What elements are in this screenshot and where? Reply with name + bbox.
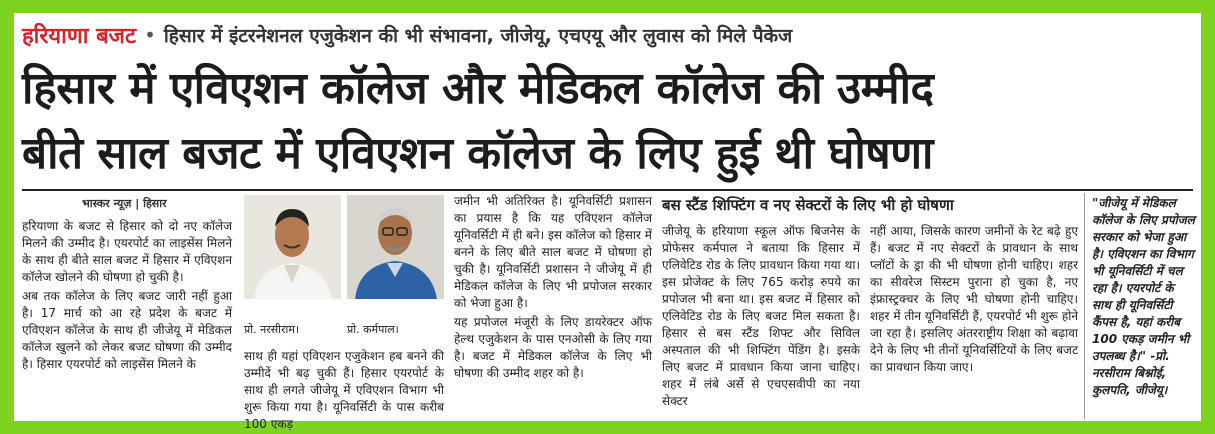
column-1-para-1: हरियाणा के बजट से हिसार को दो नए कॉलेज मिलने की उम्मीद है। एयरपोर्ट का लाइसेंस मिलने के साथ ही बीते साल बजट में हिसार में एविएशन कॉलेज खोलने की घोषणा हो चुकी है। xyxy=(22,219,232,284)
column-1-para-2: अब तक कॉलेज के लिए बजट जारी नहीं हुआ है। 17 मार्च को आ रहे प्रदेश के बजट में एविएशन कॉलेज के साथ ही जीजेयू में मेडिकल कॉलेज खुलने को लेकर बजट घोषणा की उम्मीद है। हिसार एयरपोर्ट को लाइसेंस मिलने के xyxy=(22,289,232,371)
caption-narsiram: प्रो. नरसीराम। xyxy=(244,323,300,336)
bullet-separator: • xyxy=(144,23,156,47)
subheadline: हिसार में इंटरनेशनल एजुकेशन की भी संभावना, जीजेयू, एचएयू और लुवास को मिले पैकेज xyxy=(163,25,793,47)
column-3-para-1: जमीन भी अतिरिक्त है। यूनिवर्सिटी प्रशासन का प्रयास है कि यह एविएशन कॉलेज यूनिवर्सिटी में ही बने। इस कॉलेज को हिसार में बनने के लिए बीते साल बजट में घोषणा हो चुकी है। यूनिवर्सिटी प्रशासन ने जीजेयू में ही मेडिकल कॉलेज के लिए भी प्रपोजल सरकार को भेजा हुआ है। xyxy=(454,194,652,310)
top-strip xyxy=(22,15,1193,55)
column-4-text: जीजेयू के हरियाणा स्कूल ऑफ बिजनेस के प्रोफेसर कर्मपाल ने बताया कि हिसार में एलिवेटिड रोड के लिए प्रावधान किया गया था। इस प्रोजेक्ट के लिए 765 करोड़ रुपये का प्रपोजल भी बना था। इस बजट में हिसार को एलिवेटिड रोड के लिए बजट मिल सकता है। हिसार से बस स्टैंड शिफ्ट और सिविल अस्पताल की भी शिफ्टिंग पेंडिंग है। इसके लिए बजट में प्रावधान किया जाना चाहिए। शहर में लंबे अर्से से एचएसवीपी का नया सेक्टर xyxy=(662,224,860,408)
column-2 xyxy=(244,195,444,431)
byline: भास्कर न्यूज़ | हिसार xyxy=(82,197,167,210)
column-3-para-2: यह प्रपोजल मंजूरी के लिए डायरेक्टर ऑफ हेल्थ एजुकेशन के पास एनओसी के लिए गया है। बजट में मेडिकल कॉलेज के लिए भी घोषणा की उम्मीद शहर को है। xyxy=(454,315,652,380)
photo-captions xyxy=(244,321,444,338)
column-1 xyxy=(22,195,232,421)
photo-row xyxy=(244,195,444,319)
headline-line-2: बीते साल बजट में एविएशन कॉलेज के लिए हुई थी घोषणा xyxy=(22,128,933,179)
column-2-text: साथ ही यहां एविएशन एजुकेशन हब बनने की उम्मीदें भी बढ़ चुकी हैं। हिसार एयरपोर्ट के साथ ही लगते जीजेयू में एविएशन विभाग भी शुरू किया गया है। यूनिवर्सिटी के पास करीब 100 एकड़ xyxy=(244,349,444,431)
headline-divider xyxy=(22,189,1193,191)
section-heading-bus-stand: बस स्टैंड शिफ्टिंग व नए सेक्टरों के लिए भी हो घोषणा xyxy=(662,196,954,214)
newspaper-clipping xyxy=(14,13,1201,431)
caption-karmpal: प्रो. कर्मपाल। xyxy=(347,323,399,336)
column-5 xyxy=(870,223,1078,419)
pull-quote-text: "जीजेयू में मेडिकल कॉलेज के लिए प्रपोजल सरकार को भेजा हुआ है। एविएशन का विभाग भी यूनिवर्सिटी में चल रहा है। एयरपोर्ट के साथ ही यूनिवर्सिटी कैंपस है, यहां करीब 100 एकड़ जमीन भी उपलब्ध है।" -प्रो. नरसीराम बिश्नोई, कुलपति, जीजेयू। xyxy=(1092,196,1195,397)
column-4 xyxy=(662,223,860,419)
column-5-text: नहीं आया, जिसके कारण जमीनों के रेट बढ़े हुए हैं। बजट में नए सेक्टरों के प्रावधान के साथ प्लॉटों के ड्रा की भी घोषणा होनी चाहिए। शहर का सीवरेज सिस्टम पुराना हो चुका है, नए इंफ्रास्ट्रक्चर के लिए भी घोषणा होनी चाहिए। शहर में तीन यूनिवर्सिटी हैं, एयरपोर्ट भी शुरू होने जा रहा है। इसलिए अंतरराष्ट्रीय शिक्षा को बढ़ावा देने के लिए भी तीनों यूनिवर्सिटियों के लिए बजट का प्रावधान किया जाए। xyxy=(870,224,1078,374)
column-3 xyxy=(454,193,652,419)
section-kicker: हरियाणा बजट xyxy=(22,24,137,49)
headline-line-1: हिसार में एविएशन कॉलेज और मेडिकल कॉलेज की उम्मीद xyxy=(22,63,934,114)
portrait-photo-narsiram xyxy=(244,195,341,299)
portrait-photo-karmpal xyxy=(347,195,444,299)
pull-quote xyxy=(1092,195,1196,421)
quote-divider xyxy=(1084,193,1085,419)
